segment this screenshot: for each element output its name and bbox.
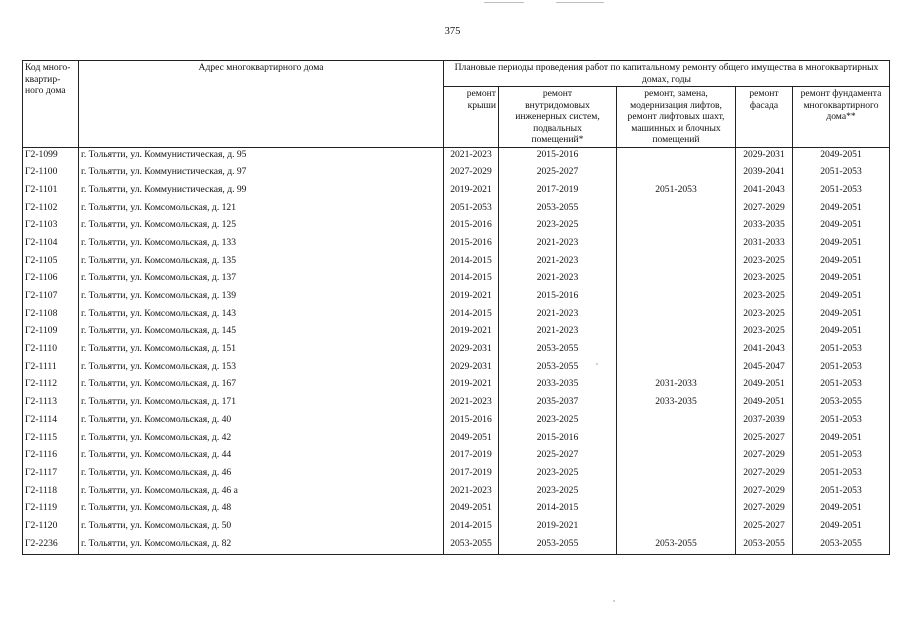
table-row bbox=[23, 431, 890, 449]
cell-foundation: 2051-2053 bbox=[793, 484, 890, 502]
cell-lifts bbox=[617, 289, 736, 307]
cell-lifts bbox=[617, 271, 736, 289]
cell-systems: 2023-2025 bbox=[499, 484, 617, 502]
cell-code: Г2-1119 bbox=[23, 501, 79, 519]
cell-address: г. Тольятти, ул. Коммунистическая, д. 95 bbox=[79, 147, 444, 165]
cell-code: Г2-1113 bbox=[23, 395, 79, 413]
cell-address: г. Тольятти, ул. Комсомольская, д. 151 bbox=[79, 342, 444, 360]
table-row bbox=[23, 413, 890, 431]
cell-code: Г2-1116 bbox=[23, 448, 79, 466]
cell-foundation: 2049-2051 bbox=[793, 254, 890, 272]
cell-foundation: 2051-2053 bbox=[793, 342, 890, 360]
page-number: 375 bbox=[444, 26, 461, 37]
cell-systems: 2053-2055 bbox=[499, 201, 617, 219]
cell-lifts bbox=[617, 448, 736, 466]
scan-speck bbox=[596, 363, 598, 365]
cell-systems: 2014-2015 bbox=[499, 501, 617, 519]
cell-facade: 2027-2029 bbox=[736, 201, 793, 219]
cell-foundation: 2049-2051 bbox=[793, 236, 890, 254]
cell-roof: 2014-2015 bbox=[444, 271, 499, 289]
header-systems: ремонт внутридомовых инженерных систем, подвальных помещений* bbox=[499, 87, 617, 148]
table-row bbox=[23, 466, 890, 484]
cell-lifts: 2033-2035 bbox=[617, 395, 736, 413]
cell-code: Г2-1117 bbox=[23, 466, 79, 484]
cell-facade: 2027-2029 bbox=[736, 484, 793, 502]
cell-lifts bbox=[617, 254, 736, 272]
cell-facade: 2049-2051 bbox=[736, 395, 793, 413]
cell-code: Г2-1114 bbox=[23, 413, 79, 431]
table-row bbox=[23, 519, 890, 537]
cell-foundation: 2049-2051 bbox=[793, 147, 890, 165]
cell-code: Г2-1120 bbox=[23, 519, 79, 537]
cell-address: г. Тольятти, ул. Комсомольская, д. 40 bbox=[79, 413, 444, 431]
table-row bbox=[23, 324, 890, 342]
cell-systems: 2021-2023 bbox=[499, 324, 617, 342]
cell-address: г. Тольятти, ул. Комсомольская, д. 143 bbox=[79, 307, 444, 325]
cell-roof: 2015-2016 bbox=[444, 236, 499, 254]
cell-address: г. Тольятти, ул. Комсомольская, д. 145 bbox=[79, 324, 444, 342]
table-row bbox=[23, 307, 890, 325]
table-row bbox=[23, 537, 890, 555]
cell-foundation: 2051-2053 bbox=[793, 165, 890, 183]
table-row bbox=[23, 147, 890, 165]
header-code: Код много- квартир- ного дома bbox=[23, 61, 79, 148]
cell-systems: 2053-2055 bbox=[499, 342, 617, 360]
cell-facade: 2027-2029 bbox=[736, 466, 793, 484]
cell-code: Г2-1111 bbox=[23, 360, 79, 378]
table-row bbox=[23, 448, 890, 466]
cell-facade: 2053-2055 bbox=[736, 537, 793, 555]
cell-code: Г2-1103 bbox=[23, 218, 79, 236]
cell-foundation: 2049-2051 bbox=[793, 501, 890, 519]
cell-foundation: 2049-2051 bbox=[793, 218, 890, 236]
cell-foundation: 2049-2051 bbox=[793, 201, 890, 219]
table-row bbox=[23, 360, 890, 378]
cell-roof: 2029-2031 bbox=[444, 342, 499, 360]
table-body bbox=[23, 147, 890, 555]
cell-facade: 2049-2051 bbox=[736, 377, 793, 395]
cell-address: г. Тольятти, ул. Комсомольская, д. 48 bbox=[79, 501, 444, 519]
cell-roof: 2021-2023 bbox=[444, 395, 499, 413]
cell-address: г. Тольятти, ул. Комсомольская, д. 46 bbox=[79, 466, 444, 484]
cell-lifts bbox=[617, 236, 736, 254]
scan-speck bbox=[613, 600, 615, 602]
cell-systems: 2053-2055 bbox=[499, 537, 617, 555]
table-row bbox=[23, 395, 890, 413]
cell-lifts bbox=[617, 147, 736, 165]
cell-lifts bbox=[617, 413, 736, 431]
cell-roof: 2015-2016 bbox=[444, 218, 499, 236]
cell-code: Г2-1115 bbox=[23, 431, 79, 449]
cell-lifts bbox=[617, 519, 736, 537]
cell-lifts: 2053-2055 bbox=[617, 537, 736, 555]
table-row bbox=[23, 484, 890, 502]
cell-facade: 2039-2041 bbox=[736, 165, 793, 183]
cell-facade: 2023-2025 bbox=[736, 271, 793, 289]
cell-roof: 2019-2021 bbox=[444, 324, 499, 342]
cell-code: Г2-1104 bbox=[23, 236, 79, 254]
cell-systems: 2017-2019 bbox=[499, 183, 617, 201]
table-row bbox=[23, 271, 890, 289]
top-rule bbox=[556, 2, 604, 3]
cell-address: г. Тольятти, ул. Комсомольская, д. 137 bbox=[79, 271, 444, 289]
cell-code: Г2-1110 bbox=[23, 342, 79, 360]
table-row bbox=[23, 201, 890, 219]
cell-facade: 2023-2025 bbox=[736, 289, 793, 307]
cell-address: г. Тольятти, ул. Комсомольская, д. 171 bbox=[79, 395, 444, 413]
cell-code: Г2-1107 bbox=[23, 289, 79, 307]
cell-systems: 2019-2021 bbox=[499, 519, 617, 537]
cell-roof: 2019-2021 bbox=[444, 377, 499, 395]
cell-address: г. Тольятти, ул. Комсомольская, д. 42 bbox=[79, 431, 444, 449]
cell-address: г. Тольятти, ул. Комсомольская, д. 153 bbox=[79, 360, 444, 378]
cell-foundation: 2051-2053 bbox=[793, 360, 890, 378]
cell-lifts bbox=[617, 218, 736, 236]
cell-facade: 2041-2043 bbox=[736, 183, 793, 201]
cell-systems: 2023-2025 bbox=[499, 218, 617, 236]
table-row bbox=[23, 342, 890, 360]
cell-foundation: 2053-2055 bbox=[793, 537, 890, 555]
cell-foundation: 2051-2053 bbox=[793, 466, 890, 484]
cell-lifts bbox=[617, 307, 736, 325]
cell-systems: 2033-2035 bbox=[499, 377, 617, 395]
top-rule bbox=[484, 2, 524, 3]
cell-systems: 2021-2023 bbox=[499, 236, 617, 254]
cell-facade: 2023-2025 bbox=[736, 254, 793, 272]
cell-systems: 2015-2016 bbox=[499, 289, 617, 307]
cell-lifts bbox=[617, 324, 736, 342]
cell-address: г. Тольятти, ул. Комсомольская, д. 44 bbox=[79, 448, 444, 466]
cell-facade: 2025-2027 bbox=[736, 431, 793, 449]
cell-lifts bbox=[617, 431, 736, 449]
header-roof: ремонт крыши bbox=[444, 87, 499, 148]
cell-address: г. Тольятти, ул. Комсомольская, д. 82 bbox=[79, 537, 444, 555]
cell-roof: 2014-2015 bbox=[444, 307, 499, 325]
header-lifts: ремонт, замена, модернизация лифтов, ремонт лифтовых шахт, машинных и блочных помещений bbox=[617, 87, 736, 148]
header-facade: ремонт фасада bbox=[736, 87, 793, 148]
cell-facade: 2027-2029 bbox=[736, 448, 793, 466]
cell-systems: 2021-2023 bbox=[499, 307, 617, 325]
cell-facade: 2025-2027 bbox=[736, 519, 793, 537]
cell-foundation: 2051-2053 bbox=[793, 413, 890, 431]
cell-lifts bbox=[617, 360, 736, 378]
cell-systems: 2015-2016 bbox=[499, 147, 617, 165]
cell-address: г. Тольятти, ул. Коммунистическая, д. 99 bbox=[79, 183, 444, 201]
cell-lifts bbox=[617, 342, 736, 360]
cell-code: Г2-1105 bbox=[23, 254, 79, 272]
cell-address: г. Тольятти, ул. Комсомольская, д. 167 bbox=[79, 377, 444, 395]
cell-foundation: 2049-2051 bbox=[793, 519, 890, 537]
cell-foundation: 2049-2051 bbox=[793, 289, 890, 307]
cell-roof: 2014-2015 bbox=[444, 254, 499, 272]
cell-code: Г2-2236 bbox=[23, 537, 79, 555]
cell-address: г. Тольятти, ул. Коммунистическая, д. 97 bbox=[79, 165, 444, 183]
header-row-main bbox=[23, 61, 890, 87]
cell-lifts bbox=[617, 165, 736, 183]
cell-address: г. Тольятти, ул. Комсомольская, д. 125 bbox=[79, 218, 444, 236]
cell-address: г. Тольятти, ул. Комсомольская, д. 133 bbox=[79, 236, 444, 254]
cell-code: Г2-1100 bbox=[23, 165, 79, 183]
cell-lifts bbox=[617, 201, 736, 219]
cell-systems: 2053-2055 bbox=[499, 360, 617, 378]
cell-code: Г2-1102 bbox=[23, 201, 79, 219]
cell-code: Г2-1101 bbox=[23, 183, 79, 201]
cell-lifts bbox=[617, 484, 736, 502]
cell-roof: 2017-2019 bbox=[444, 448, 499, 466]
table-row bbox=[23, 377, 890, 395]
cell-roof: 2014-2015 bbox=[444, 519, 499, 537]
cell-foundation: 2051-2053 bbox=[793, 448, 890, 466]
cell-systems: 2023-2025 bbox=[499, 413, 617, 431]
cell-lifts: 2031-2033 bbox=[617, 377, 736, 395]
cell-roof: 2019-2021 bbox=[444, 289, 499, 307]
cell-address: г. Тольятти, ул. Комсомольская, д. 50 bbox=[79, 519, 444, 537]
cell-code: Г2-1112 bbox=[23, 377, 79, 395]
cell-facade: 2027-2029 bbox=[736, 501, 793, 519]
cell-systems: 2025-2027 bbox=[499, 165, 617, 183]
cell-foundation: 2053-2055 bbox=[793, 395, 890, 413]
cell-address: г. Тольятти, ул. Комсомольская, д. 139 bbox=[79, 289, 444, 307]
cell-facade: 2041-2043 bbox=[736, 342, 793, 360]
cell-code: Г2-1109 bbox=[23, 324, 79, 342]
table-row bbox=[23, 501, 890, 519]
cell-lifts bbox=[617, 501, 736, 519]
cell-facade: 2029-2031 bbox=[736, 147, 793, 165]
cell-facade: 2031-2033 bbox=[736, 236, 793, 254]
cell-roof: 2053-2055 bbox=[444, 537, 499, 555]
cell-foundation: 2051-2053 bbox=[793, 183, 890, 201]
table-row bbox=[23, 183, 890, 201]
cell-roof: 2051-2053 bbox=[444, 201, 499, 219]
cell-systems: 2025-2027 bbox=[499, 448, 617, 466]
cell-systems: 2023-2025 bbox=[499, 466, 617, 484]
cell-facade: 2045-2047 bbox=[736, 360, 793, 378]
header-foundation: ремонт фундамента многоквартирного дома** bbox=[793, 87, 890, 148]
cell-address: г. Тольятти, ул. Комсомольская, д. 135 bbox=[79, 254, 444, 272]
cell-roof: 2019-2021 bbox=[444, 183, 499, 201]
header-periods: Плановые периоды проведения работ по капитальному ремонту общего имущества в многоквартирных домах, годы bbox=[444, 61, 890, 87]
cell-systems: 2021-2023 bbox=[499, 271, 617, 289]
cell-systems: 2015-2016 bbox=[499, 431, 617, 449]
cell-code: Г2-1099 bbox=[23, 147, 79, 165]
cell-facade: 2033-2035 bbox=[736, 218, 793, 236]
cell-facade: 2023-2025 bbox=[736, 324, 793, 342]
cell-facade: 2037-2039 bbox=[736, 413, 793, 431]
cell-address: г. Тольятти, ул. Комсомольская, д. 121 bbox=[79, 201, 444, 219]
cell-roof: 2027-2029 bbox=[444, 165, 499, 183]
cell-roof: 2029-2031 bbox=[444, 360, 499, 378]
cell-roof: 2015-2016 bbox=[444, 413, 499, 431]
cell-foundation: 2049-2051 bbox=[793, 307, 890, 325]
cell-address: г. Тольятти, ул. Комсомольская, д. 46 а bbox=[79, 484, 444, 502]
cell-foundation: 2051-2053 bbox=[793, 377, 890, 395]
table-row bbox=[23, 165, 890, 183]
cell-systems: 2035-2037 bbox=[499, 395, 617, 413]
cell-foundation: 2049-2051 bbox=[793, 324, 890, 342]
cell-lifts: 2051-2053 bbox=[617, 183, 736, 201]
table-row bbox=[23, 236, 890, 254]
cell-lifts bbox=[617, 466, 736, 484]
table-row bbox=[23, 289, 890, 307]
capital-repair-table bbox=[22, 60, 890, 555]
cell-roof: 2021-2023 bbox=[444, 147, 499, 165]
cell-roof: 2017-2019 bbox=[444, 466, 499, 484]
cell-code: Г2-1108 bbox=[23, 307, 79, 325]
cell-code: Г2-1106 bbox=[23, 271, 79, 289]
cell-roof: 2049-2051 bbox=[444, 431, 499, 449]
cell-foundation: 2049-2051 bbox=[793, 271, 890, 289]
table-row bbox=[23, 218, 890, 236]
cell-facade: 2023-2025 bbox=[736, 307, 793, 325]
cell-systems: 2021-2023 bbox=[499, 254, 617, 272]
table-row bbox=[23, 254, 890, 272]
cell-roof: 2021-2023 bbox=[444, 484, 499, 502]
cell-roof: 2049-2051 bbox=[444, 501, 499, 519]
cell-foundation: 2049-2051 bbox=[793, 431, 890, 449]
cell-code: Г2-1118 bbox=[23, 484, 79, 502]
header-address: Адрес многоквартирного дома bbox=[79, 61, 444, 148]
